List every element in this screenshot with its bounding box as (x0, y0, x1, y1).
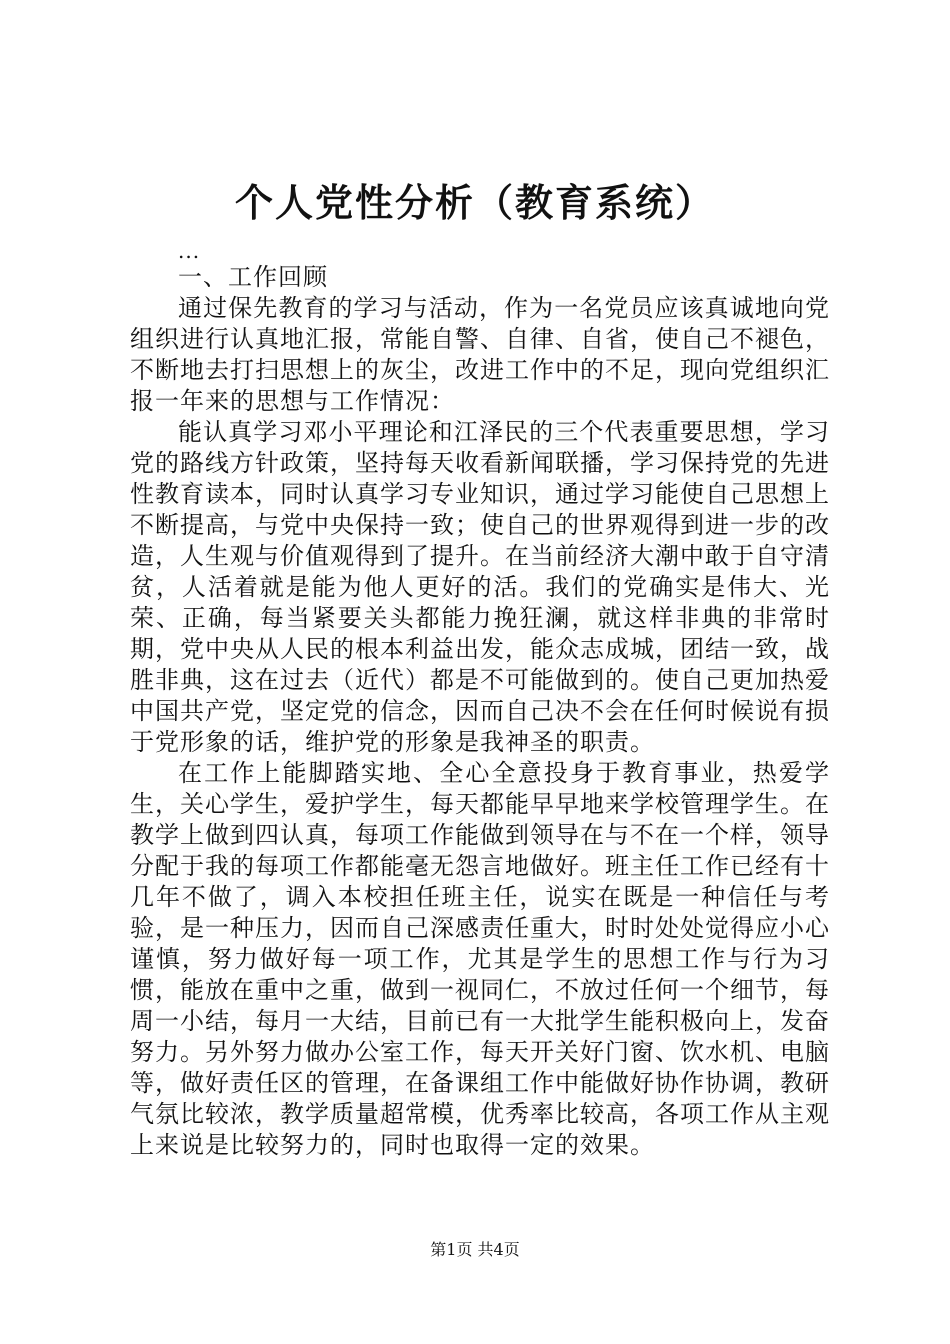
document-body (130, 240, 830, 1161)
page-number: 第1页 共4页 (430, 1240, 520, 1259)
ellipsis-marker: ... (178, 239, 201, 263)
body-paragraph: 能认真学习邓小平理论和江泽民的三个代表重要思想，学习党的路线方针政策，坚持每天收看新闻联播，学习保持党的先进性教育读本，同时认真学习专业知识，通过学习能使自己思想上不断提高，与党中央保持一致；使自己的世界观得到进一步的改造，人生观与价值观得到了提升。在当前经济大潮中敢于自守清贫，人活着就是能为他人更好的活。我们的党确实是伟大、光荣、正确，每当紧要关头都能力挽狂澜，就这样非典的非常时期，党中央从人民的根本利益出发，能众志成城，团结一致，战胜非典，这在过去（近代）都是不可能做到的。使自己更加热爱中国共产党，坚定党的信念，因而自己决不会在任何时候说有损于党形象的话，维护党的形象是我神圣的职责。 (130, 418, 830, 756)
body-paragraph: 在工作上能脚踏实地、全心全意投身于教育事业，热爱学生，关心学生，爱护学生，每天都能早早地来学校管理学生。在教学上做到四认真，每项工作能做到领导在与不在一个样，领导分配于我的每项工作都能毫无怨言地做好。班主任工作已经有十几年不做了，调入本校担任班主任，说实在既是一种信任与考验，是一种压力，因而自己深感责任重大，时时处处觉得应小心谨慎，努力做好每一项工作，尤其是学生的思想工作与行为习惯，能放在重中之重，做到一视同仁，不放过任何一个细节，每周一小结，每月一大结，目前已有一大批学生能积极向上，发奋努力。另外努力做办公室工作，每天开关好门窗、饮水机、电脑等，做好责任区的管理，在备课组工作中能做好协作协调，教研气氛比较浓，教学质量超常模，优秀率比较高，各项工作从主观上来说是比较努力的，同时也取得一定的效果。 (130, 759, 830, 1159)
body-paragraph: 通过保先教育的学习与活动，作为一名党员应该真诚地向党组织进行认真地汇报，常能自警、自律、自省，使自己不褪色，不断地去打扫思想上的灰尘，改进工作中的不足，现向党组织汇报一年来的思想与工作情况： (130, 294, 830, 415)
section-heading: 一、工作回顾 (178, 263, 328, 291)
document-title: 个人党性分析（教育系统） (234, 180, 715, 225)
